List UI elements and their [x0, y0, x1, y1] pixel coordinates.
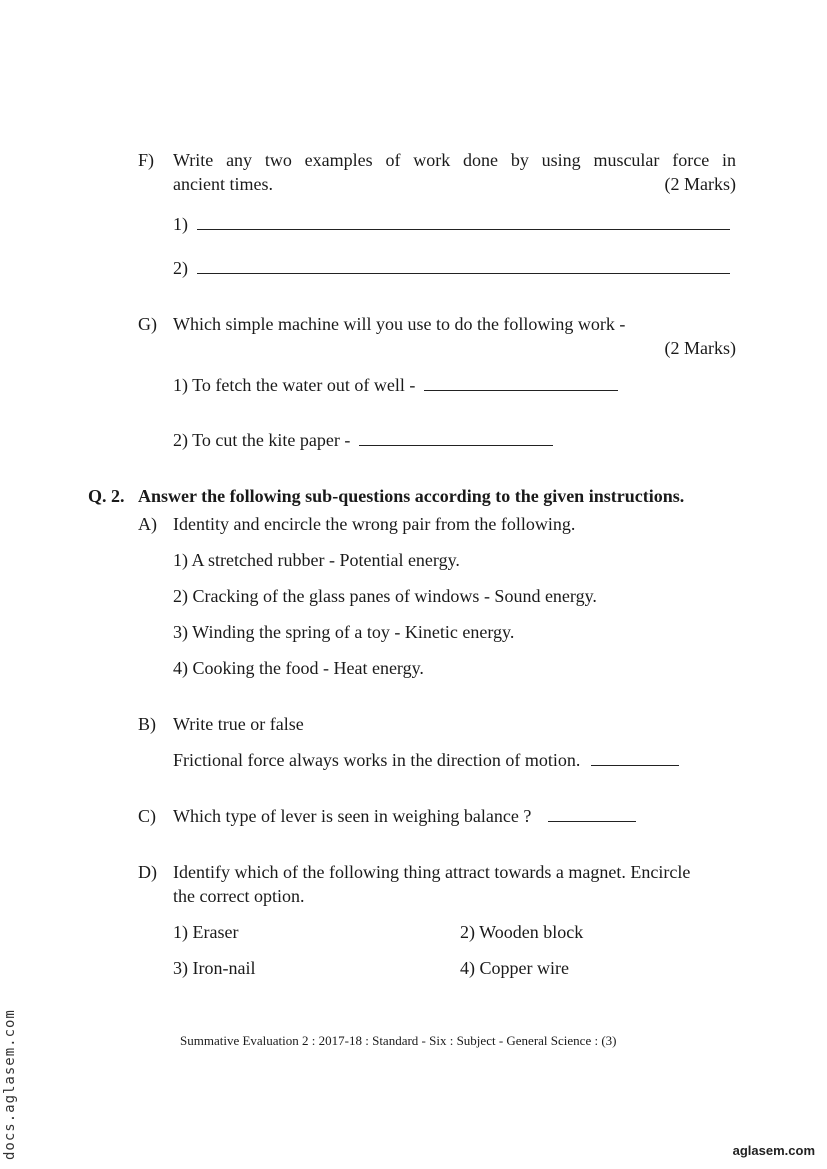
question-g-marks: (2 Marks)	[664, 338, 736, 358]
answer-line-1[interactable]	[173, 214, 730, 235]
answer-blank-1[interactable]	[197, 215, 730, 230]
subq-b-statement-line	[173, 750, 679, 771]
question-g-item-1-blank[interactable]	[424, 376, 618, 391]
side-watermark: docs.aglasem.com	[2, 1009, 18, 1160]
question-f-word: any	[226, 150, 253, 170]
question-g-item-2	[173, 430, 553, 451]
question-f-word: muscular	[593, 150, 660, 170]
question-g-label: G)	[138, 314, 157, 334]
page-footer: Summative Evaluation 2 : 2017-18 : Standard - Six : Subject - General Science : (3)	[180, 1033, 617, 1048]
subq-a-option-3[interactable]: 3) Winding the spring of a toy - Kinetic energy.	[173, 622, 515, 642]
question-f-word: Write	[173, 150, 214, 170]
question-g-item-2-text: 2) To cut the kite paper -	[173, 430, 351, 450]
subq-d-label: D)	[138, 862, 157, 882]
question-f-word: by	[510, 150, 529, 170]
question-f-marks: (2 Marks)	[664, 174, 736, 194]
question-f-word: of	[385, 150, 401, 170]
subq-b-label: B)	[138, 714, 156, 734]
question-g-text: Which simple machine will you use to do the following work -	[173, 314, 626, 334]
question-f-word: using	[541, 150, 581, 170]
question-g-item-2-blank[interactable]	[359, 431, 553, 446]
subq-a-option-4[interactable]: 4) Cooking the food - Heat energy.	[173, 658, 424, 678]
answer-line-2[interactable]	[173, 258, 730, 279]
subq-b-answer-blank[interactable]	[591, 751, 679, 766]
question-2-number: Q. 2.	[88, 486, 125, 506]
question-f-word: work	[413, 150, 451, 170]
subq-c-line	[173, 806, 636, 827]
question-f-label: F)	[138, 150, 155, 170]
question-f-word: force	[672, 150, 710, 170]
brand-label[interactable]: aglasem.com	[732, 1143, 815, 1158]
subq-a-option-2[interactable]: 2) Cracking of the glass panes of windows - Sound energy.	[173, 586, 597, 606]
question-f-word: done	[463, 150, 499, 170]
subq-a-option-1[interactable]: 1) A stretched rubber - Potential energy.	[173, 550, 460, 570]
question-g-item-1-text: 1) To fetch the water out of well -	[173, 375, 416, 395]
answer-line-2-number: 2)	[173, 258, 188, 278]
subq-b-statement: Frictional force always works in the direction of motion.	[173, 750, 581, 770]
subq-d-option-4[interactable]: 4) Copper wire	[460, 958, 569, 978]
subq-d-line2: the correct option.	[173, 886, 305, 906]
subq-d-option-3[interactable]: 3) Iron-nail	[173, 958, 256, 978]
question-f-text-line2: ancient times.	[173, 174, 273, 194]
subq-d-line1: Identify which of the following thing attract towards a magnet. Encircle	[173, 862, 691, 882]
subq-a-label: A)	[138, 514, 157, 534]
question-f-text-line1	[173, 150, 736, 171]
question-2-heading: Answer the following sub-questions according to the given instructions.	[138, 486, 685, 506]
subq-a-text: Identity and encircle the wrong pair from the following.	[173, 514, 576, 534]
subq-d-option-1[interactable]: 1) Eraser	[173, 922, 239, 942]
question-g-item-1	[173, 375, 618, 396]
subq-d-option-2[interactable]: 2) Wooden block	[460, 922, 584, 942]
subq-c-text: Which type of lever is seen in weighing balance ?	[173, 806, 532, 826]
question-f-word: examples	[304, 150, 373, 170]
question-f-word: two	[264, 150, 292, 170]
answer-blank-2[interactable]	[197, 259, 730, 274]
answer-line-1-number: 1)	[173, 214, 188, 234]
subq-c-label: C)	[138, 806, 156, 826]
subq-c-answer-blank[interactable]	[548, 807, 636, 822]
question-f-word: in	[721, 150, 736, 170]
subq-b-text: Write true or false	[173, 714, 304, 734]
